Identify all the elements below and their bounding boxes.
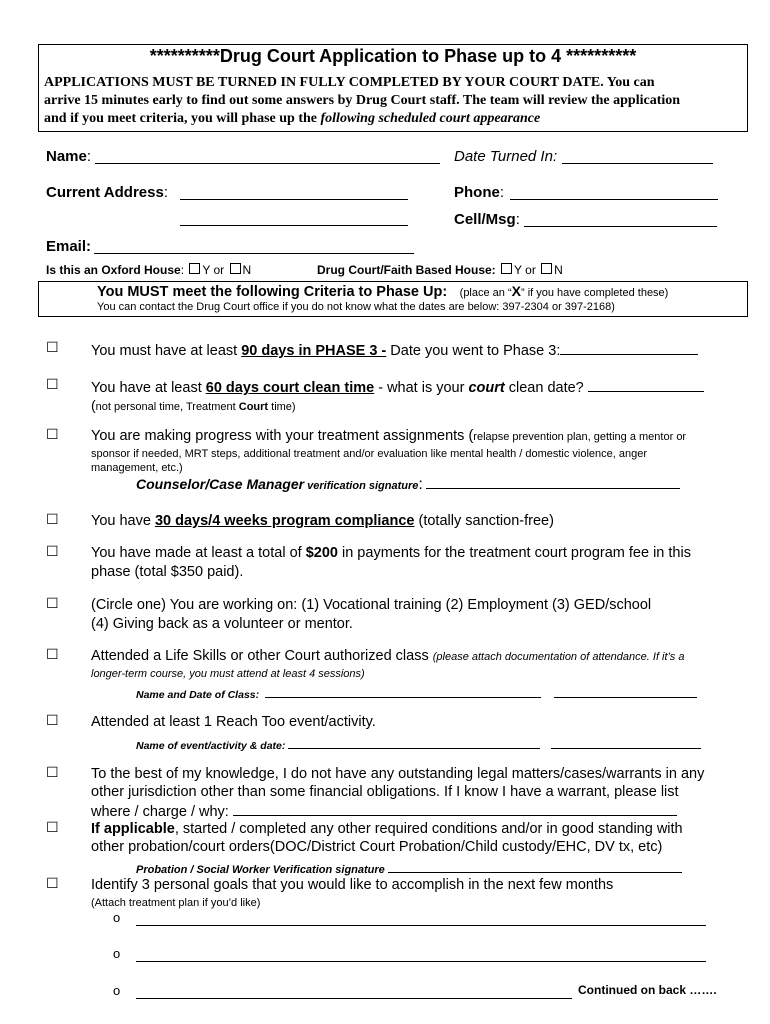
item-2-note: (not personal time, Treatment Court time) bbox=[91, 397, 296, 413]
criteria-heading-row: You MUST meet the following Criteria to Phase Up: (place an “X” if you have completed these) bbox=[97, 283, 669, 300]
checkbox-item-7[interactable]: ☐ bbox=[46, 647, 59, 663]
phase-3-date-field[interactable] bbox=[560, 340, 698, 355]
item-7-text: Attended a Life Skills or other Court authorized class (please attach documentation of attendance. If it’s a bbox=[91, 648, 685, 664]
faith-house-label: Drug Court/Faith Based House: bbox=[317, 263, 496, 277]
checkbox-item-5[interactable]: ☐ bbox=[46, 544, 59, 560]
goal-bullet-3: o bbox=[113, 983, 121, 998]
item-3-line-2: sponsor if needed, MRT steps, additional treatment and/or evaluation like mental health / domestic violence, anger bbox=[91, 448, 648, 460]
item-11-text: Identify 3 personal goals that you would like to accomplish in the next few months bbox=[91, 877, 614, 893]
counselor-signature-field[interactable] bbox=[426, 474, 680, 489]
item-3-text: You are making progress with your treatment assignments (relapse prevention plan, getting a mentor or bbox=[91, 428, 687, 444]
item-2-text: You have at least 60 days court clean time - what is your court clean date? bbox=[91, 377, 704, 397]
item-11-note: (Attach treatment plan if you’d like) bbox=[91, 897, 261, 909]
date-turned-in-label: Date Turned In: bbox=[454, 148, 558, 165]
criteria-instruction-b: ” if you have completed these) bbox=[520, 287, 669, 299]
goal-field-1[interactable] bbox=[136, 911, 706, 926]
item-6-text: (Circle one) You are working on: (1) Vocational training (2) Employment (3) GED/school bbox=[91, 597, 652, 613]
checkbox-item-1[interactable]: ☐ bbox=[46, 340, 59, 356]
current-address-label: Current Address: bbox=[46, 184, 168, 201]
date-turned-in-field[interactable] bbox=[562, 149, 713, 164]
checkbox-item-11[interactable]: ☐ bbox=[46, 876, 59, 892]
oxford-house-row: Is this an Oxford House: Y or N bbox=[46, 263, 252, 277]
phone-field[interactable] bbox=[510, 185, 718, 200]
checkbox-item-2[interactable]: ☐ bbox=[46, 377, 59, 393]
goal-field-3[interactable] bbox=[136, 984, 572, 999]
goal-bullet-2: o bbox=[113, 946, 121, 961]
clean-date-field[interactable] bbox=[588, 377, 704, 392]
page-title: **********Drug Court Application to Phase up to 4 ********** bbox=[149, 46, 637, 66]
faith-yes-checkbox[interactable] bbox=[501, 263, 512, 274]
header-note-line-3 bbox=[44, 111, 540, 127]
item-5-line-2: phase (total $350 paid). bbox=[91, 564, 244, 580]
faith-yes-label: Y or bbox=[514, 263, 536, 277]
header-note-line-1: APPLICATIONS MUST BE TURNED IN FULLY COMPLETED BY YOUR COURT DATE. You can bbox=[44, 75, 655, 90]
item-9-line-2: other jurisdiction other than some financial obligations. If I know I have a warrant, please list bbox=[91, 784, 679, 800]
header-note-emphasis: following scheduled court appearance bbox=[320, 111, 541, 126]
faith-house-row bbox=[317, 263, 563, 277]
email-field[interactable] bbox=[94, 239, 414, 254]
email-label: Email: bbox=[46, 238, 92, 255]
item-3-line-3: management, etc.) bbox=[91, 462, 183, 474]
address-field-line-1[interactable] bbox=[180, 185, 408, 200]
item-4-text: You have 30 days/4 weeks program compliance (totally sanction-free) bbox=[91, 513, 554, 529]
name-label: Name: bbox=[46, 148, 92, 165]
cell-field[interactable] bbox=[524, 212, 717, 227]
probation-signature-field[interactable] bbox=[388, 858, 682, 873]
oxford-no-checkbox[interactable] bbox=[230, 263, 241, 274]
item-10-line-2: other probation/court orders(DOC/District Court Probation/Child custody/EHC, DV tx, etc) bbox=[91, 839, 663, 855]
checkbox-item-9[interactable]: ☐ bbox=[46, 765, 59, 781]
oxford-no-label: N bbox=[242, 263, 252, 277]
criteria-instruction-a: (place an “ bbox=[459, 287, 512, 299]
item-10-text: If applicable, started / completed any other required conditions and/or in good standing with bbox=[91, 821, 683, 837]
criteria-contact: You can contact the Drug Court office if you do not know what the dates are below: 397-2304 or 397-2168) bbox=[97, 301, 615, 313]
checkbox-item-10[interactable]: ☐ bbox=[46, 820, 59, 836]
item-9-line-3: where / charge / why: bbox=[91, 801, 677, 821]
event-name-field[interactable] bbox=[288, 734, 540, 749]
faith-no-label: N bbox=[554, 263, 563, 277]
header-note-line-3-text: and if you meet criteria, you will phase up the bbox=[44, 111, 321, 126]
cell-label: Cell/Msg: bbox=[454, 211, 520, 228]
item-7-line-2: longer-term course, you must attend at least 4 sessions) bbox=[91, 668, 365, 680]
class-date-field[interactable] bbox=[554, 683, 697, 698]
item-9-text: To the best of my knowledge, I do not have any outstanding legal matters/cases/warrants in any bbox=[91, 766, 705, 782]
warrant-details-field[interactable] bbox=[233, 801, 677, 816]
checkbox-item-6[interactable]: ☐ bbox=[46, 596, 59, 612]
counselor-signature-row: Counselor/Case Manager verification signature: bbox=[136, 474, 680, 494]
oxford-yes-checkbox[interactable] bbox=[189, 263, 200, 274]
item-6-line-2: (4) Giving back as a volunteer or mentor. bbox=[91, 616, 353, 632]
goal-bullet-1: o bbox=[113, 910, 121, 925]
faith-no-checkbox[interactable] bbox=[541, 263, 552, 274]
phone-label: Phone: bbox=[454, 184, 505, 201]
class-name-field[interactable] bbox=[265, 683, 541, 698]
goal-field-2[interactable] bbox=[136, 947, 706, 962]
item-1-text: You must have at least 90 days in PHASE 3 - Date you went to Phase 3: bbox=[91, 340, 698, 360]
probation-signature-row: Probation / Social Worker Verification signature bbox=[136, 858, 682, 876]
class-name-row: Name and Date of Class: bbox=[136, 683, 697, 701]
event-name-row: Name of event/activity & date: bbox=[136, 734, 701, 752]
criteria-heading: You MUST meet the following Criteria to Phase Up bbox=[97, 284, 443, 300]
continued-on-back: Continued on back ……. bbox=[578, 983, 717, 997]
checkbox-item-8[interactable]: ☐ bbox=[46, 713, 59, 729]
checkbox-item-3[interactable]: ☐ bbox=[46, 427, 59, 443]
event-date-field[interactable] bbox=[551, 734, 701, 749]
checkbox-item-4[interactable]: ☐ bbox=[46, 512, 59, 528]
criteria-x-mark: X bbox=[511, 283, 521, 299]
item-8-text: Attended at least 1 Reach Too event/activity. bbox=[91, 714, 376, 730]
item-5-text: You have made at least a total of $200 in payments for the treatment court program fee in this bbox=[91, 545, 691, 561]
oxford-yes-label: Y or bbox=[202, 263, 225, 277]
name-field[interactable] bbox=[95, 149, 440, 164]
header-note-line-2: arrive 15 minutes early to find out some answers by Drug Court staff. The team will review the application bbox=[44, 93, 681, 108]
oxford-house-label: Is this an Oxford House bbox=[46, 263, 181, 277]
address-field-line-2[interactable] bbox=[180, 211, 408, 226]
